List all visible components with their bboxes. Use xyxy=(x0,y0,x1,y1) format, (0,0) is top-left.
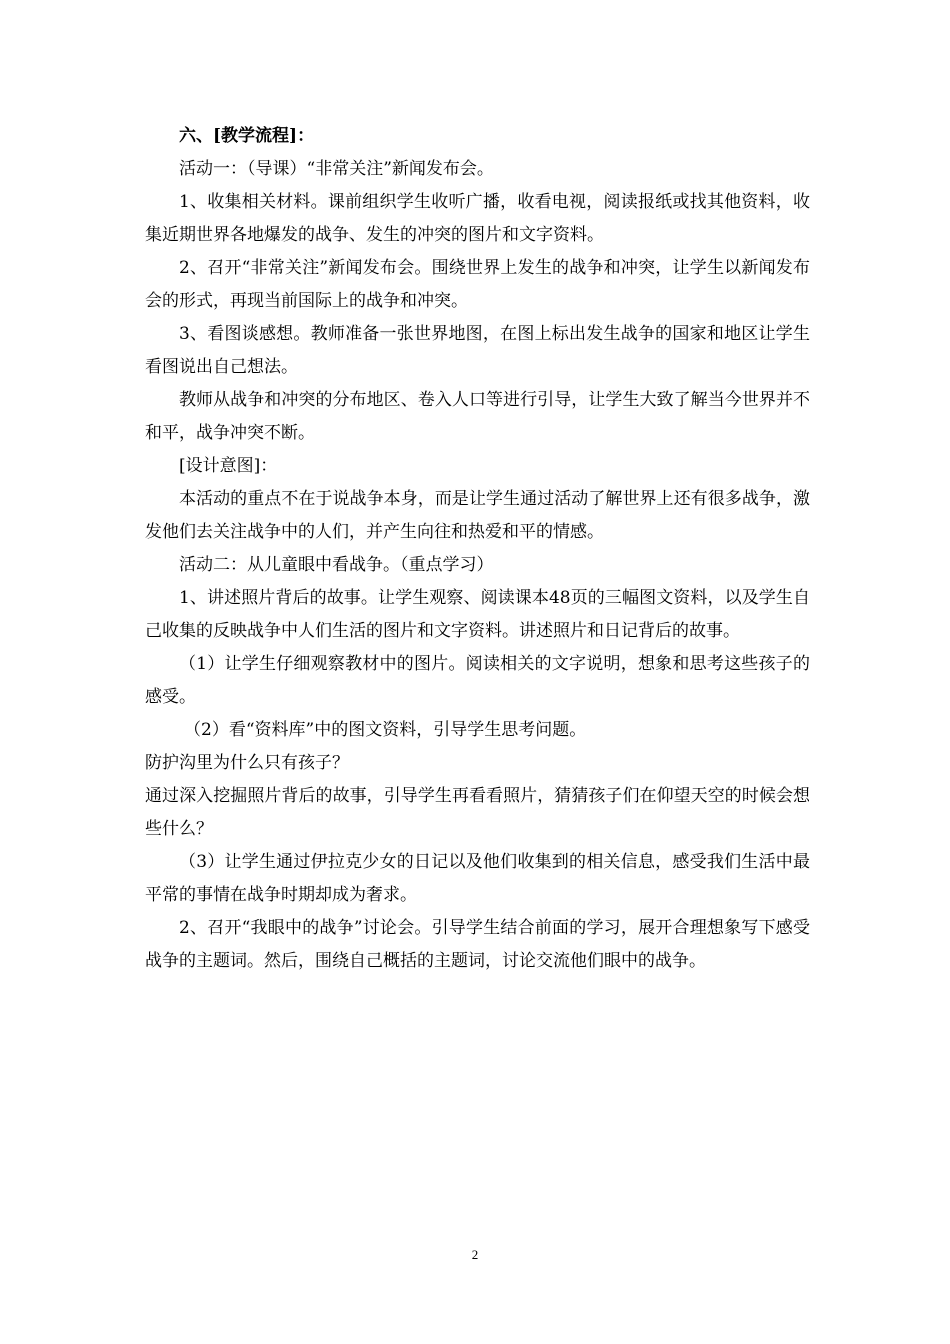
paragraph-press-conference: 2、召开“非常关注”新闻发布会。围绕世界上发生的战争和冲突，让学生以新闻发布会的形式，再现当前国际上的战争和冲突。 xyxy=(145,258,810,311)
paragraph-discussion-meeting: 2、召开“我眼中的战争”讨论会。引导学生结合前面的学习，展开合理想象写下感受战争的主题词。然后，围绕自己概括的主题词，讨论交流他们眼中的战争。 xyxy=(145,918,810,971)
design-intent-label: [设计意图]： xyxy=(179,456,278,476)
paragraph-dig-deeper: 通过深入挖掘照片背后的故事，引导学生再看看照片，猜猜孩子们在仰望天空的时候会想些什么？ xyxy=(145,786,810,839)
paragraph-item-1: （1）让学生仔细观察教材中的图片。阅读相关的文字说明，想象和思考这些孩子的感受。 xyxy=(145,654,810,707)
paragraph-map-discussion: 3、看图谈感想。教师准备一张世界地图，在图上标出发生战争的国家和地区让学生看图说出自己想法。 xyxy=(145,324,810,377)
paragraph-teacher-guidance: 教师从战争和冲突的分布地区、卷入人口等进行引导，让学生大致了解当今世界并不和平，战争冲突不断。 xyxy=(145,390,810,443)
paragraph-item-3: （3）让学生通过伊拉克少女的日记以及他们收集到的相关信息，感受我们生活中最平常的事情在战争时期却成为奢求。 xyxy=(145,852,810,905)
document-body xyxy=(145,120,810,978)
paragraph-item-2: （2）看“资料库”中的图文资料，引导学生思考问题。 xyxy=(184,720,587,740)
paragraph-design-intent: 本活动的重点不在于说战争本身，而是让学生通过活动了解世界上还有很多战争，激发他们去关注战争中的人们，并产生向往和热爱和平的情感。 xyxy=(145,489,810,542)
activity-one-title: 活动一：（导课）“非常关注”新闻发布会。 xyxy=(179,159,494,179)
paragraph-question: 防护沟里为什么只有孩子？ xyxy=(145,753,349,773)
page-number: 2 xyxy=(471,1247,479,1262)
paragraph-photo-stories: 1、讲述照片背后的故事。让学生观察、阅读课本48页的三幅图文资料，以及学生自己收集的反映战争中人们生活的图片和文字资料。讲述照片和日记背后的故事。 xyxy=(145,588,810,641)
section-heading: 六、[教学流程]： xyxy=(179,126,315,146)
paragraph-collect-materials: 1、收集相关材料。课前组织学生收听广播，收看电视，阅读报纸或找其他资料，收集近期世界各地爆发的战争、发生的冲突的图片和文字资料。 xyxy=(145,192,810,245)
activity-two-title: 活动二：从儿童眼中看战争。（重点学习） xyxy=(179,555,494,575)
